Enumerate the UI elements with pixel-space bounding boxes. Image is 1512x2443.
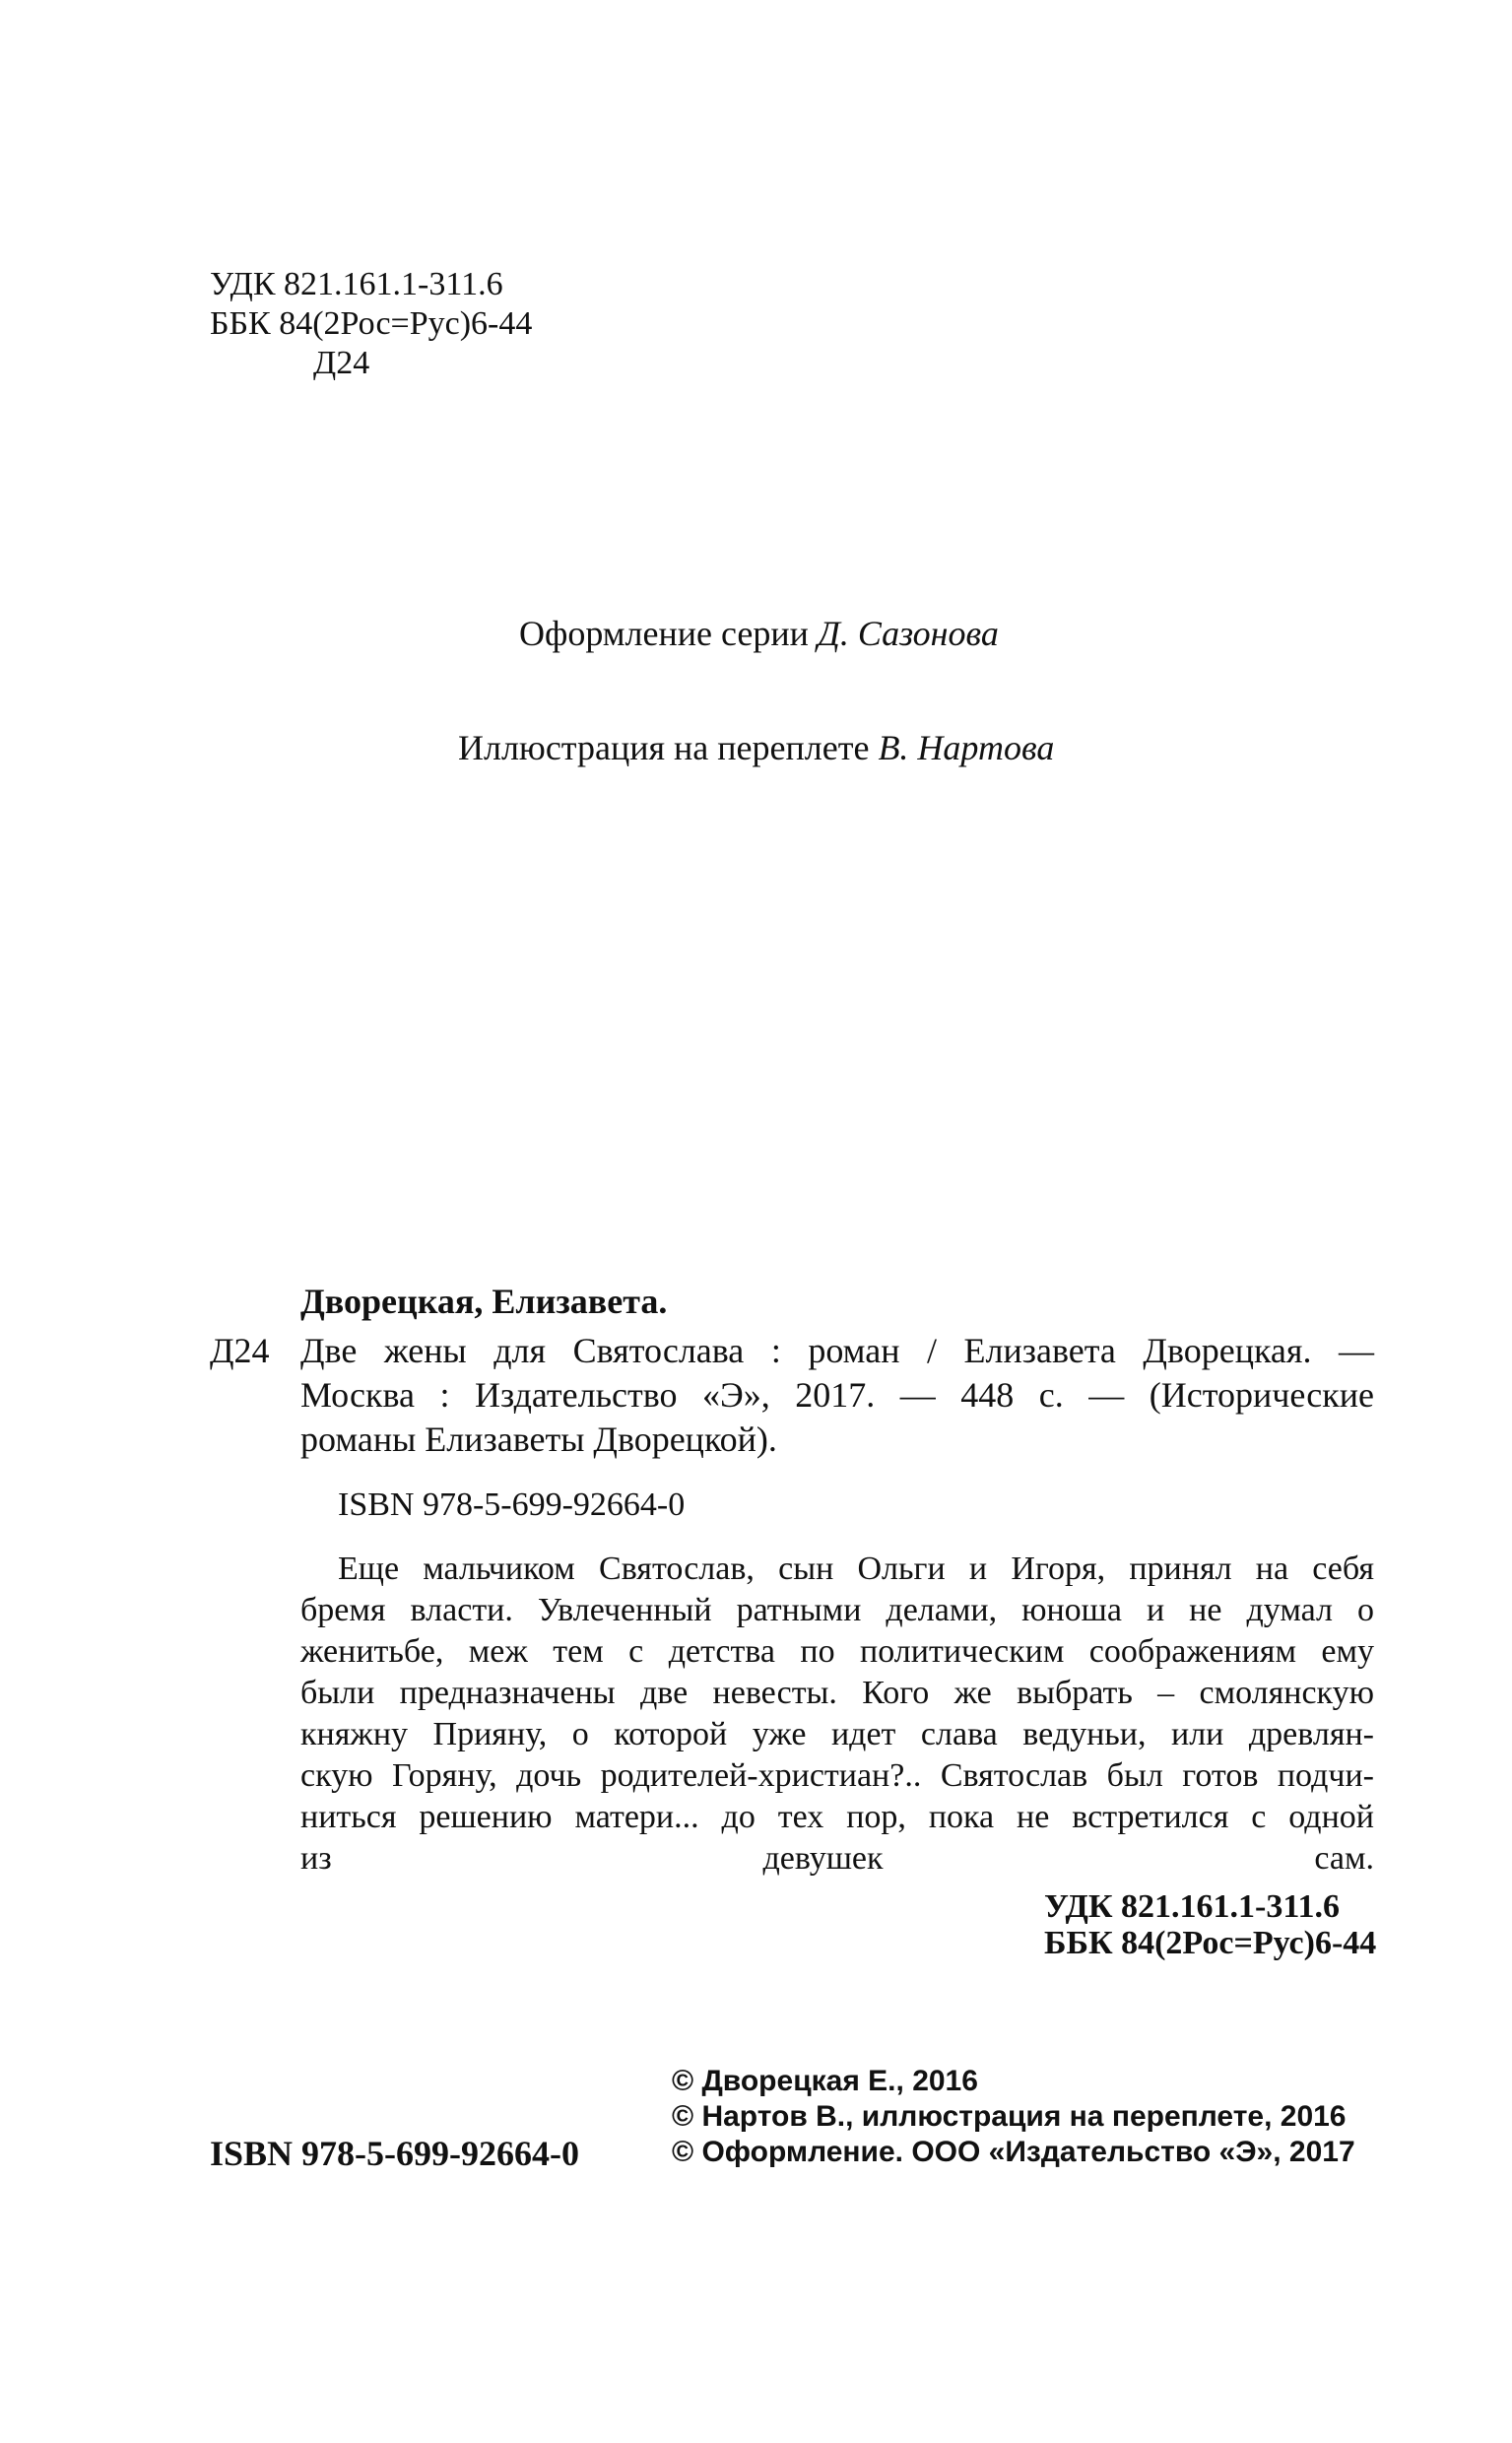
author-mark-code: Д24 — [313, 345, 370, 381]
illustrator-name: В. Нартова — [878, 728, 1055, 767]
author-heading: Дворецкая, Елизавета. — [300, 1282, 668, 1321]
series-designer-name: Д. Сазонова — [817, 614, 999, 653]
isbn-bottom: ISBN 978-5-699-92664-0 — [210, 2134, 579, 2173]
series-design-credit — [519, 613, 999, 654]
entry-line: Москва : Издательство «Э», 2017. — 448 с. — (Исторические — [300, 1375, 1374, 1415]
annotation-line: скую Горяну, дочь родителей-христиан?.. Святослав был готов подчи- — [300, 1757, 1374, 1794]
udk-code: УДК 821.161.1-311.6 — [210, 266, 503, 302]
udk-code-bottom: УДК 821.161.1-311.6 — [1044, 1888, 1341, 1925]
copyright-design: © Оформление. ООО «Издательство «Э», 2017 — [672, 2136, 1355, 2168]
copyright-author: © Дворецкая Е., 2016 — [672, 2065, 978, 2097]
annotation-line: были предназначены две невесты. Кого же выбрать – смолянскую — [300, 1675, 1374, 1711]
cover-illustration-credit — [458, 727, 1054, 768]
illustration-label: Иллюстрация на переплете — [458, 728, 879, 767]
copyright-illustrator: © Нартов В., иллюстрация на переплете, 2016 — [672, 2100, 1347, 2133]
annotation-line: княжну Прияну, о которой уже идет слава ведуньи, или древлян- — [300, 1716, 1374, 1752]
bbk-code-bottom: ББК 84(2Рос=Рус)6-44 — [1044, 1925, 1377, 1961]
entry-code: Д24 — [210, 1331, 270, 1370]
annotation-line: Еще мальчиком Святослав, сын Ольги и Игоря, принял на себя — [338, 1551, 1374, 1587]
entry-isbn: ISBN 978-5-699-92664-0 — [338, 1486, 686, 1523]
series-design-label: Оформление серии — [519, 614, 818, 653]
annotation-line: бремя власти. Увлеченный ратными делами, юноша и не думал о — [300, 1592, 1374, 1628]
entry-line: романы Елизаветы Дворецкой). — [300, 1420, 777, 1459]
annotation-line: ниться решению матери... до тех пор, пока не встретился с одной — [300, 1799, 1374, 1835]
annotation-line: женитьбе, меж тем с детства по политическим соображениям ему — [300, 1633, 1374, 1670]
bbk-code: ББК 84(2Рос=Рус)6-44 — [210, 305, 533, 342]
annotation-line: из девушек сам. — [300, 1840, 1374, 1877]
entry-line: Две жены для Святослава : роман / Елизавета Дворецкая. — — [300, 1331, 1374, 1370]
